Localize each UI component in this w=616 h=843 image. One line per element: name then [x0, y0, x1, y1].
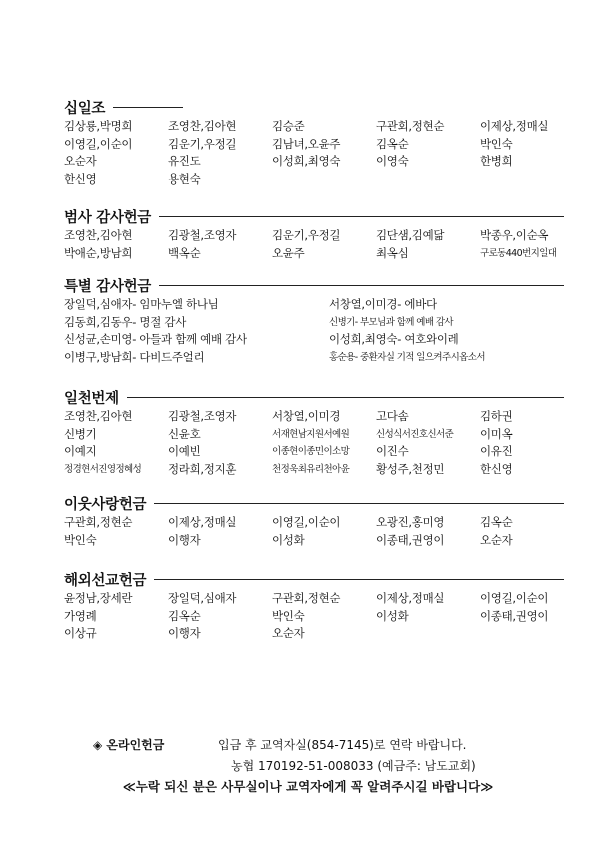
name-entry: 이병구,방남희- 다비드주얼리 — [64, 349, 205, 364]
ilcheon-section — [64, 386, 564, 478]
divider — [127, 397, 564, 398]
name-entry: 윤정남,장세란 — [64, 591, 133, 605]
name-entry: 오순자 — [64, 154, 97, 168]
section-title: 이웃사랑헌금 — [64, 496, 147, 513]
name-entry: 김운기,우정길 — [168, 136, 237, 151]
name-entry: 이영숙 — [376, 154, 409, 168]
divider — [154, 579, 564, 580]
section-header — [64, 492, 564, 514]
name-entry: 이성화 — [272, 532, 305, 547]
section-title: 특별 감사헌금 — [64, 278, 151, 295]
name-entry: 백옥순 — [168, 245, 201, 260]
name-entry: 오순자 — [272, 626, 305, 640]
name-entry: 박인숙 — [272, 608, 305, 623]
name-entry: 이영길,이순이 — [64, 136, 133, 151]
name-entry: 서창열,이미경- 에바다 — [329, 297, 437, 311]
name-grid — [64, 118, 604, 188]
name-grid — [64, 227, 604, 262]
name-entry: 김남녀,오윤주 — [272, 136, 341, 151]
name-entry: 이제상,정매실 — [480, 119, 549, 133]
section-title: 일천번제 — [64, 390, 119, 407]
divider — [154, 503, 564, 504]
pumsa-offering-section — [64, 205, 564, 262]
name-entry: 한신영 — [480, 461, 513, 476]
section-title: 십일조 — [64, 100, 106, 117]
name-grid — [64, 590, 604, 643]
name-entry: 이유진 — [480, 444, 513, 458]
name-entry — [480, 171, 584, 189]
name-entry — [376, 171, 480, 189]
name-entry: 이성희,최영숙- 여호와이레 — [329, 332, 459, 346]
name-entry: 이미옥 — [480, 426, 513, 441]
name-entry: 이영길,이순이 — [480, 591, 549, 605]
name-entry: 이예빈 — [168, 444, 201, 458]
name-entry: 용현숙 — [168, 171, 201, 186]
name-entry — [376, 625, 480, 643]
name-entry: 오광진,홍미영 — [376, 515, 445, 529]
name-entry: 한병희 — [480, 154, 513, 168]
neighbor-love-section — [64, 492, 564, 549]
name-entry: 김동희,김동우- 명절 감사 — [64, 314, 187, 329]
name-entry: 김옥순 — [168, 608, 201, 623]
name-entry: 김옥순 — [480, 515, 513, 529]
notice-line: ≪누락 되신 분은 사무실이나 교역자에게 꼭 알려주시길 바랍니다≫ — [122, 779, 494, 794]
name-entry: 김승준 — [272, 119, 305, 133]
section-header — [64, 274, 564, 296]
name-entry: 이종현이종민이소망 — [272, 446, 350, 457]
name-entry — [272, 171, 376, 189]
section-header — [64, 386, 564, 408]
name-entry: 이종태,권영이 — [376, 532, 445, 547]
name-grid — [64, 514, 604, 549]
name-grid — [64, 296, 604, 366]
name-entry: 박종우,이순옥 — [480, 228, 549, 242]
section-header — [64, 205, 564, 227]
name-entry: 한신영 — [64, 171, 97, 186]
name-entry: 정경현서진영정혜성 — [64, 463, 142, 475]
name-entry: 박인숙 — [64, 532, 97, 547]
name-entry: 이제상,정매실 — [168, 515, 237, 529]
tithe-section — [64, 96, 564, 188]
name-entry: 서재현남지원서예원 — [272, 428, 350, 440]
name-entry: 김광철,조영자 — [168, 409, 237, 423]
bank-account: 농협 170192-51-008033 (예금주: 남도교회) — [231, 759, 476, 773]
name-entry: 이영길,이순이 — [272, 515, 341, 529]
name-entry: 김광철,조영자 — [168, 228, 237, 242]
name-entry: 최옥심 — [376, 245, 409, 260]
name-entry: 구관회,정현순 — [272, 591, 341, 605]
section-header — [64, 96, 564, 118]
name-entry: 구로동440번지일대 — [480, 247, 557, 259]
name-entry: 조영찬,김아현 — [168, 119, 237, 133]
name-entry: 가영례 — [64, 608, 97, 623]
name-entry: 황성주,천정민 — [376, 461, 445, 476]
name-entry: 이성희,최영숙 — [272, 154, 341, 168]
name-entry: 정라희,정지훈 — [168, 461, 237, 476]
divider — [159, 285, 564, 286]
name-entry: 김상룡,박명희 — [64, 119, 133, 133]
name-entry: 조영찬,김아현 — [64, 409, 133, 423]
name-entry: 천정욱최유리천아윤 — [272, 463, 350, 475]
name-entry: 신윤호 — [168, 426, 201, 441]
divider — [159, 216, 564, 217]
name-entry: 이진수 — [376, 444, 409, 458]
name-entry: 조영찬,김아현 — [64, 228, 133, 242]
section-title: 해외선교헌금 — [64, 572, 147, 589]
name-entry: 이행자 — [168, 626, 201, 640]
name-entry: 장일덕,심애자 — [168, 591, 237, 605]
online-offering-label: ◈ 온라인헌금 — [93, 738, 165, 752]
name-entry: 서창열,이미경 — [272, 409, 341, 423]
divider — [113, 107, 183, 108]
name-entry: 이행자 — [168, 532, 201, 547]
name-entry: 김하권 — [480, 409, 513, 423]
name-entry: 구관회,정현순 — [64, 515, 133, 529]
overseas-mission-section — [64, 568, 564, 643]
name-entry: 김운기,우정길 — [272, 228, 341, 242]
name-entry: 이제상,정매실 — [376, 591, 445, 605]
name-entry: 이성화 — [376, 608, 409, 623]
contact-instruction: 입금 후 교역자실(854-7145)로 연락 바랍니다. — [218, 738, 467, 752]
name-entry: 구관회,정현순 — [376, 119, 445, 133]
name-entry: 박애순,방남희 — [64, 245, 133, 260]
name-entry: 김옥순 — [376, 136, 409, 151]
special-offering-section — [64, 274, 564, 366]
name-entry: 홍순용- 중환자실 기적 일으켜주시옵소서 — [329, 351, 485, 363]
name-entry: 고다솜 — [376, 409, 409, 423]
name-entry: 오윤주 — [272, 245, 305, 260]
name-entry: 신성균,손미영- 아들과 함께 예배 감사 — [64, 332, 247, 346]
name-grid — [64, 408, 604, 478]
name-entry: 신성식서진호신서준 — [376, 428, 454, 440]
name-entry: 신병기 — [64, 426, 97, 441]
name-entry: 신병기- 부모님과 함께 예배 감사 — [329, 316, 454, 328]
section-header — [64, 568, 564, 590]
name-entry: 유진도 — [168, 154, 201, 168]
name-entry — [480, 625, 584, 643]
name-entry: 장일덕,심애자- 임마누엘 하나님 — [64, 297, 219, 311]
section-title: 범사 감사헌금 — [64, 209, 151, 226]
name-entry: 박인숙 — [480, 136, 513, 151]
name-entry: 김단샘,김예닮 — [376, 228, 445, 242]
name-entry: 이종태,권영이 — [480, 608, 549, 623]
name-entry: 오순자 — [480, 532, 513, 547]
name-entry: 이상규 — [64, 626, 97, 640]
name-entry: 이예지 — [64, 444, 97, 458]
